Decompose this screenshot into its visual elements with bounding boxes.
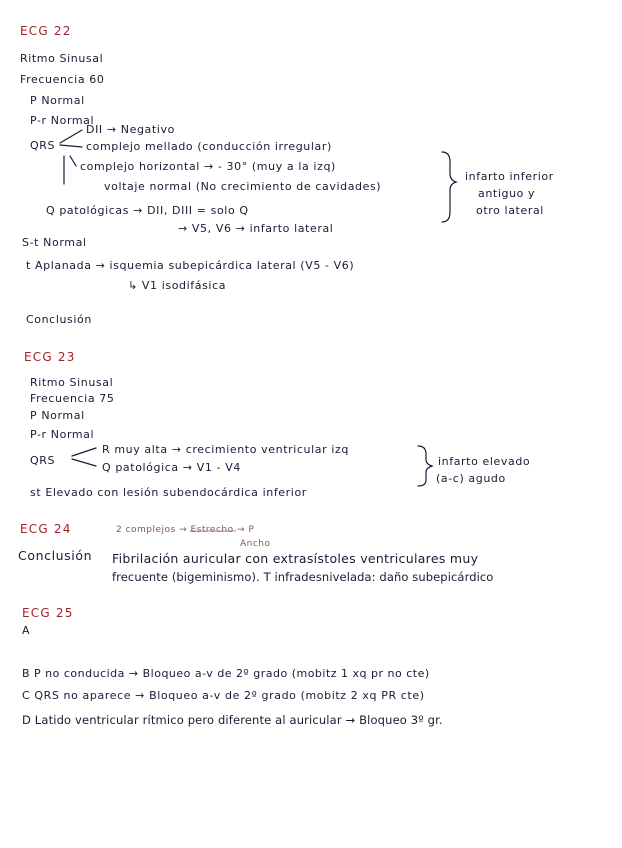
- ecg25-d: D Latido ventricular rítmico pero diferente al auricular → Bloqueo 3º gr.: [22, 713, 443, 727]
- ecg23-branch-down: [72, 459, 96, 466]
- ecg23-qrs-label: QRS: [30, 454, 56, 467]
- ecg22-qrs-dii: DII → Negativo: [86, 123, 175, 136]
- ecg23-brace: [418, 446, 432, 486]
- ecg22-qrs-horizontal: complejo horizontal → - 30° (muy a la izq): [80, 160, 336, 173]
- ecg22-p: P Normal: [30, 94, 85, 107]
- ecg24-note: 2 complejos → Estrecho → P: [116, 525, 255, 535]
- ecg22-conclusion: Conclusión: [26, 313, 92, 326]
- ecg22-q-v5v6: → V5, V6 → infarto lateral: [178, 222, 334, 235]
- ecg23-qrs-r: R muy alta → crecimiento ventricular izq: [102, 443, 349, 456]
- ecg23-qrs-q: Q patológica → V1 - V4: [102, 461, 241, 474]
- ecg23-frecuencia: Frecuencia 75: [30, 392, 115, 405]
- ecg22-t: t Aplanada → isquemia subepicárdica lateral (V5 - V6): [26, 259, 355, 272]
- ecg22-qrs-label: QRS: [30, 139, 56, 152]
- ecg23-p: P Normal: [30, 409, 85, 422]
- ecg22-q-patologicas: Q patológicas → DII, DIII = solo Q: [46, 204, 249, 217]
- ecg22-frecuencia: Frecuencia 60: [20, 73, 105, 86]
- ecg22-ritmo: Ritmo Sinusal: [20, 52, 104, 65]
- ecg24-conclusion-label: Conclusión: [18, 548, 93, 563]
- ecg25-a: A: [22, 624, 31, 637]
- ecg22-pr: P-r Normal: [30, 114, 95, 127]
- ecg22-qrs-voltaje: voltaje normal (No crecimiento de cavidades): [104, 180, 382, 193]
- ecg23-pr: P-r Normal: [30, 428, 95, 441]
- ecg22-t-v1: ↳ V1 isodifásica: [128, 279, 227, 292]
- ecg23-st: st Elevado con lesión subendocárdica inferior: [30, 486, 307, 499]
- ecg24-heading: ECG 24: [20, 522, 72, 536]
- ecg22-branch-mid: [60, 145, 82, 147]
- ecg22-branch-up: [60, 130, 82, 143]
- ecg22-heading: ECG 22: [20, 24, 72, 38]
- ecg23-infarto-1: infarto elevado: [438, 455, 531, 468]
- ecg22-infarto-1: infarto inferior: [465, 170, 554, 183]
- ecg22-infarto-3: otro lateral: [476, 204, 544, 217]
- ecg25-b: B P no conducida → Bloqueo a-v de 2º grado (mobitz 1 xq pr no cte): [22, 667, 430, 680]
- ecg24-note-small: Ancho: [240, 539, 271, 549]
- ecg24-line1: Fibrilación auricular con extrasístoles ventriculares muy: [112, 551, 479, 566]
- ecg24-line2: frecuente (bigeminismo). T infradesnivelada: daño subepicárdico: [112, 570, 494, 584]
- ecg25-c: C QRS no aparece → Bloqueo a-v de 2º grado (mobitz 2 xq PR cte): [22, 689, 425, 702]
- ecg23-ritmo: Ritmo Sinusal: [30, 376, 114, 389]
- ecg22-infarto-2: antiguo y: [478, 187, 536, 200]
- ecg22-brace: [442, 152, 456, 222]
- ecg25-heading: ECG 25: [22, 606, 74, 620]
- ecg22-branch-diag: [70, 156, 76, 166]
- ecg23-heading: ECG 23: [24, 350, 76, 364]
- ecg22-qrs-mellado: complejo mellado (conducción irregular): [86, 140, 332, 153]
- ecg22-st: S-t Normal: [22, 236, 87, 249]
- ecg23-infarto-2: (a-c) agudo: [436, 472, 506, 485]
- ecg23-branch-up: [72, 448, 96, 456]
